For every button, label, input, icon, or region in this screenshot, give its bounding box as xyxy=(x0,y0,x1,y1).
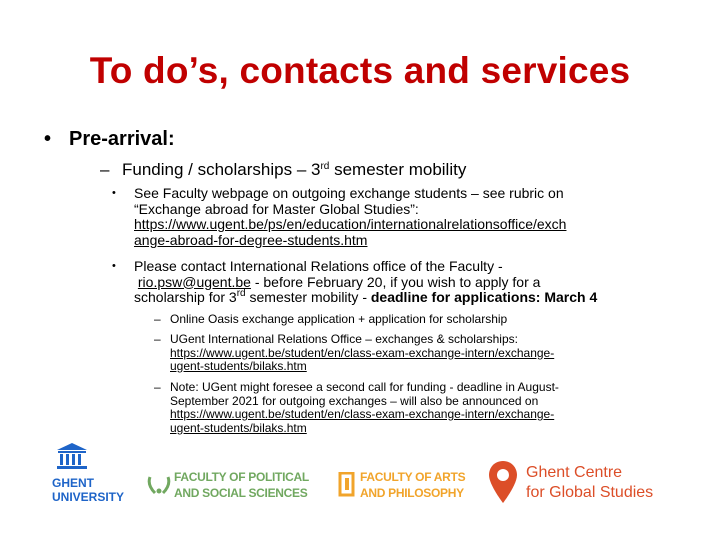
slide-title: To do’s, contacts and services xyxy=(89,50,631,91)
pre-arrival-label: Pre-arrival: xyxy=(69,128,175,150)
funding-label xyxy=(122,160,466,180)
funding-prefix: Funding / scholarships – 3 xyxy=(122,160,321,179)
fpss-logo-line2: AND SOCIAL SCIENCES xyxy=(174,486,308,500)
laurel-icon xyxy=(146,474,172,496)
semester-sup: rd xyxy=(236,288,246,299)
faculty-webpage-line: “Exchange abroad for Master Global Studies”: xyxy=(134,200,419,217)
ghent-logo-line1: GHENT xyxy=(52,476,94,490)
contact-office-line xyxy=(134,290,682,306)
faculty-webpage-link-part[interactable]: https://www.ugent.be/ps/en/education/internationalrelationsoffice/exch xyxy=(134,216,567,232)
ghent-university-logo xyxy=(52,442,128,506)
contact-office-line xyxy=(134,275,682,291)
faculty-webpage-line: See Faculty webpage on outgoing exchange students – see rubric on xyxy=(134,185,564,201)
bullet-icon: • xyxy=(112,260,116,272)
ugent-iro-text xyxy=(170,333,670,374)
gcgs-logo-line2: for Global Studies xyxy=(526,484,654,501)
note-text xyxy=(170,381,670,435)
bilaks-link[interactable]: https://www.ugent.be/student/en/class-exam-exchange-intern/exchange- xyxy=(170,345,555,360)
note-line: September 2021 for outgoing exchanges – will also be announced on xyxy=(170,393,539,408)
faculty-webpage-text xyxy=(134,186,682,248)
bilaks-link[interactable]: ugent-students/bilaks.htm xyxy=(170,359,307,373)
faculty-webpage-link[interactable] xyxy=(134,217,682,233)
map-pin-icon xyxy=(488,460,518,504)
funding-suffix: semester mobility xyxy=(329,160,467,179)
gcgs-logo-line1: Ghent Centre xyxy=(526,464,623,481)
fpss-logo xyxy=(146,468,311,506)
fpss-logo-line1: FACULTY OF POLITICAL xyxy=(174,470,309,484)
ghent-university-building-icon xyxy=(55,442,89,470)
bullet-icon: • xyxy=(112,187,116,199)
dash-icon: – xyxy=(154,380,161,394)
dash-icon: – xyxy=(100,160,110,179)
contact-office-text-part: - before February 20, if you wish to apply for a xyxy=(250,273,541,290)
bullet-icon: • xyxy=(44,128,52,150)
contact-office-line: Please contact International Relations office of the Faculty - xyxy=(134,258,503,274)
faculty-webpage-link-part[interactable]: ange-abroad-for-degree-students.htm xyxy=(134,231,368,248)
ugent-iro-line: UGent International Relations Office – exchanges & scholarships: xyxy=(170,332,518,346)
dash-icon: – xyxy=(154,312,161,326)
email-link[interactable]: rio.psw@ugent.be xyxy=(137,273,251,290)
funding-sup: rd xyxy=(320,161,330,172)
gcgs-logo xyxy=(488,460,678,506)
oasis-application-text: Online Oasis exchange application + application for scholarship xyxy=(170,312,508,326)
bilaks-link[interactable]: ugent-students/bilaks.htm xyxy=(170,420,307,435)
fap-logo xyxy=(338,468,468,506)
contact-office-text-part: scholarship for 3 xyxy=(134,289,237,305)
contact-office-text-part: semester mobility - xyxy=(245,289,371,305)
note-line: Note: UGent might foresee a second call for funding - deadline in August- xyxy=(170,380,559,394)
bilaks-link[interactable]: https://www.ugent.be/student/en/class-exam-exchange-intern/exchange- xyxy=(170,407,555,421)
fap-logo-line1: FACULTY OF ARTS xyxy=(360,470,466,484)
fap-logo-line2: AND PHILOSOPHY xyxy=(360,486,464,500)
logos-row xyxy=(0,440,720,520)
faculty-webpage-link[interactable] xyxy=(134,233,682,249)
dash-icon: – xyxy=(154,332,161,346)
ghent-logo-line2: UNIVERSITY xyxy=(52,490,125,504)
book-icon xyxy=(338,472,356,498)
deadline-text: deadline for applications: March 4 xyxy=(370,289,598,305)
contact-office-text xyxy=(134,259,682,306)
